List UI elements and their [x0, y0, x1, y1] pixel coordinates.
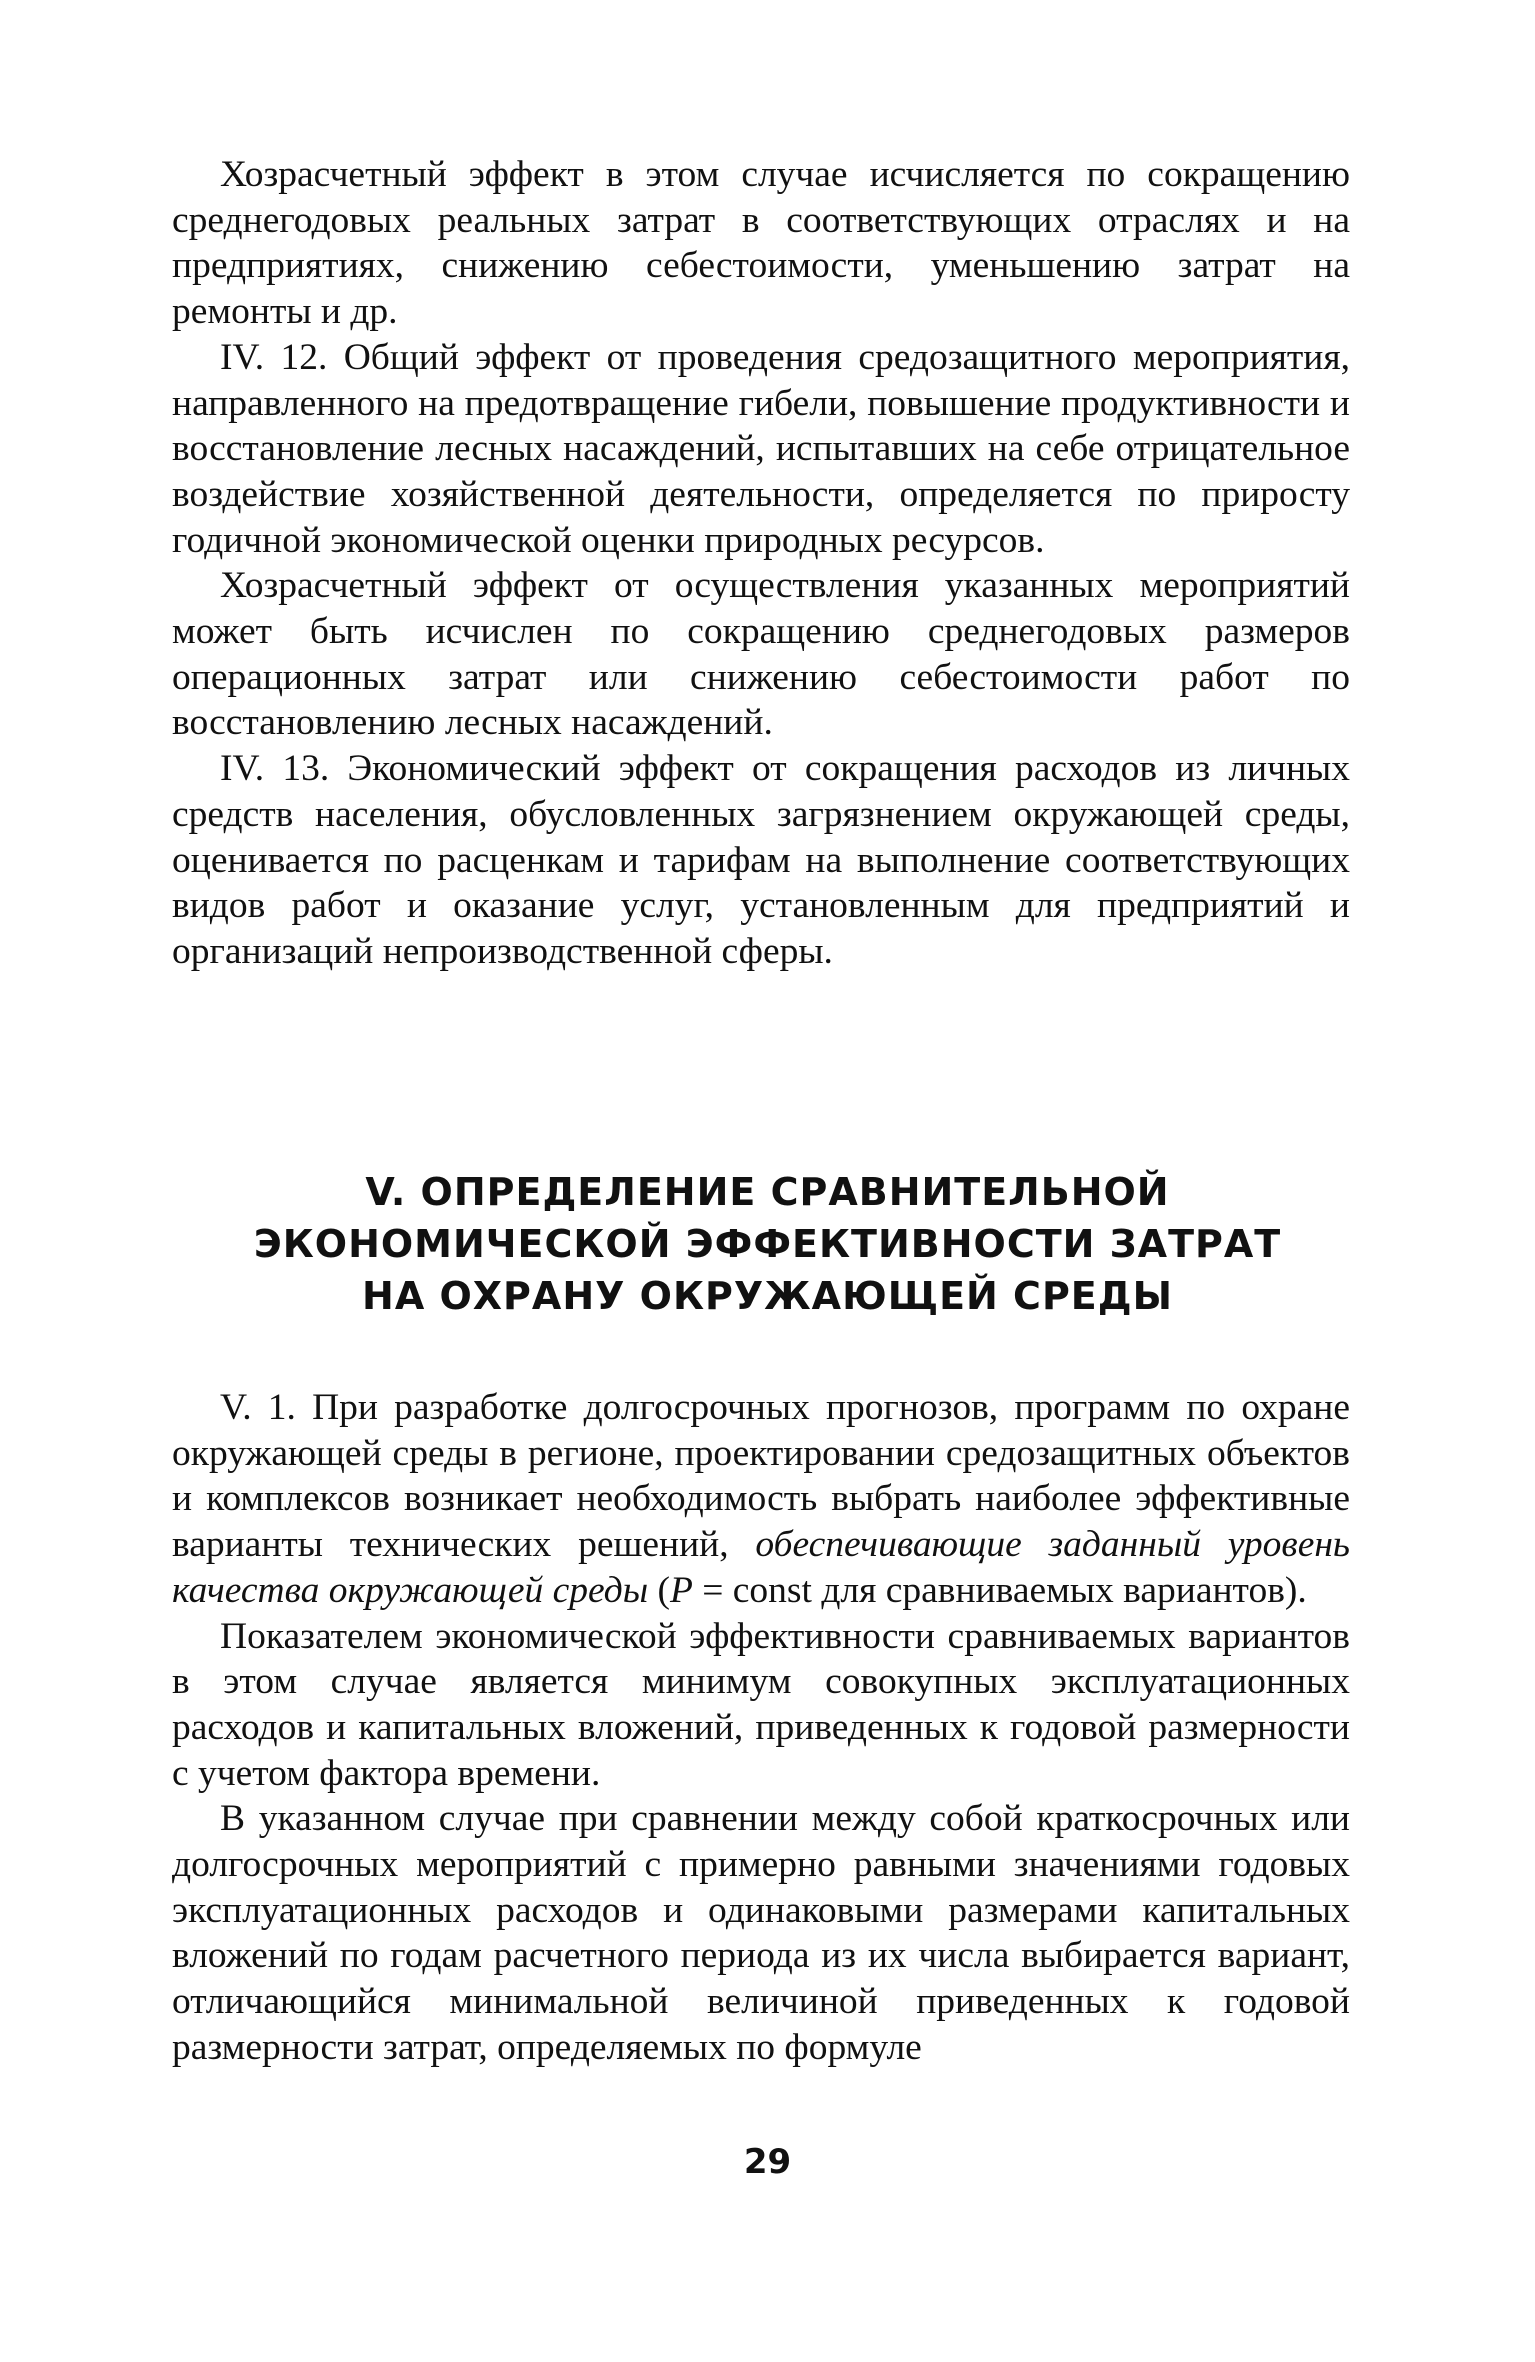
body-text-top — [172, 152, 1350, 975]
paren-open: ( — [648, 1569, 670, 1611]
paragraph-khozraschet-measures: Хозрасчетный эффект от осуществления указанных мероприятий может быть исчислен по сокращению среднегодовых размеров операционных затрат или снижению себестоимости работ по восстановлению лесных насаждений. — [172, 565, 1350, 744]
paragraph-khozraschet-effect: Хозрасчетный эффект в этом случае исчисляется по сокращению среднегодовых реальных затрат в соответствующих отраслях и на предприятиях, снижению себестоимости, уменьшению затрат на ремонты и др. — [172, 154, 1350, 333]
paragraph-efficiency-indicator: Показателем экономической эффективности сравниваемых вариантов в этом случае является минимум совокупных эксплуатационных расходов и капитальных вложений, приведенных к годовой размерности с учетом фактора времени. — [172, 1615, 1350, 1794]
formula-condition: = const для сравниваемых вариантов). — [692, 1569, 1307, 1611]
heading-line: ЭКОНОМИЧЕСКОЙ ЭФФЕКТИВНОСТИ ЗАТРАТ — [253, 1222, 1282, 1266]
paragraph-v-1 — [172, 1385, 1350, 1614]
italic-phrase: обеспечивающие заданный уровень качества окружающей среды — [172, 1524, 1351, 1611]
page-number: 29 — [743, 2142, 792, 2182]
formula-variable: P — [669, 1569, 693, 1611]
paragraph-iv-12: IV. 12. Общий эффект от проведения средозащитного мероприятия, направленного на предотвращение гибели, повышение продуктивности и восстановление лесных насаждений, испытавших на себе отрицательное воздействие хозяйственной деятельности, определяется по приросту годичной экономической оценки природных ресурсов. — [172, 336, 1350, 561]
paragraph-iv-13: IV. 13. Экономический эффект от сокращения расходов из личных средств населения, обусловленных загрязнением окружающей среды, оценивается по расценкам и тарифам на выполнение соответствующих видов работ и оказание услуг, установленным для предприятий и организаций непроизводственной сферы. — [172, 748, 1350, 972]
heading-line: V. ОПРЕДЕЛЕНИЕ СРАВНИТЕЛЬНОЙ — [365, 1170, 1170, 1214]
body-text-bottom — [172, 1385, 1350, 2071]
paragraph-comparison: В указанном случае при сравнении между собой краткосрочных или долгосрочных мероприятий с примерно равными значениями годовых эксплуатационных расходов и одинаковыми размерами капитальных вложений по годам расчетного периода из их числа выбирается вариант, отличающийся минимальной величиной приведенных к годовой размерности затрат, определяемых по формуле — [172, 1798, 1350, 2068]
heading-line: НА ОХРАНУ ОКРУЖАЮЩЕЙ СРЕДЫ — [362, 1274, 1173, 1318]
section-heading — [200, 1166, 1335, 1322]
paragraph-v-1-text: V. 1. При разработке долгосрочных прогнозов, программ по охране окружающей среды в регионе, проектировании средозащитных объектов и комплексов возникает необходимость выбрать наиболее эффективные варианты технических решений, — [172, 1387, 1350, 1566]
